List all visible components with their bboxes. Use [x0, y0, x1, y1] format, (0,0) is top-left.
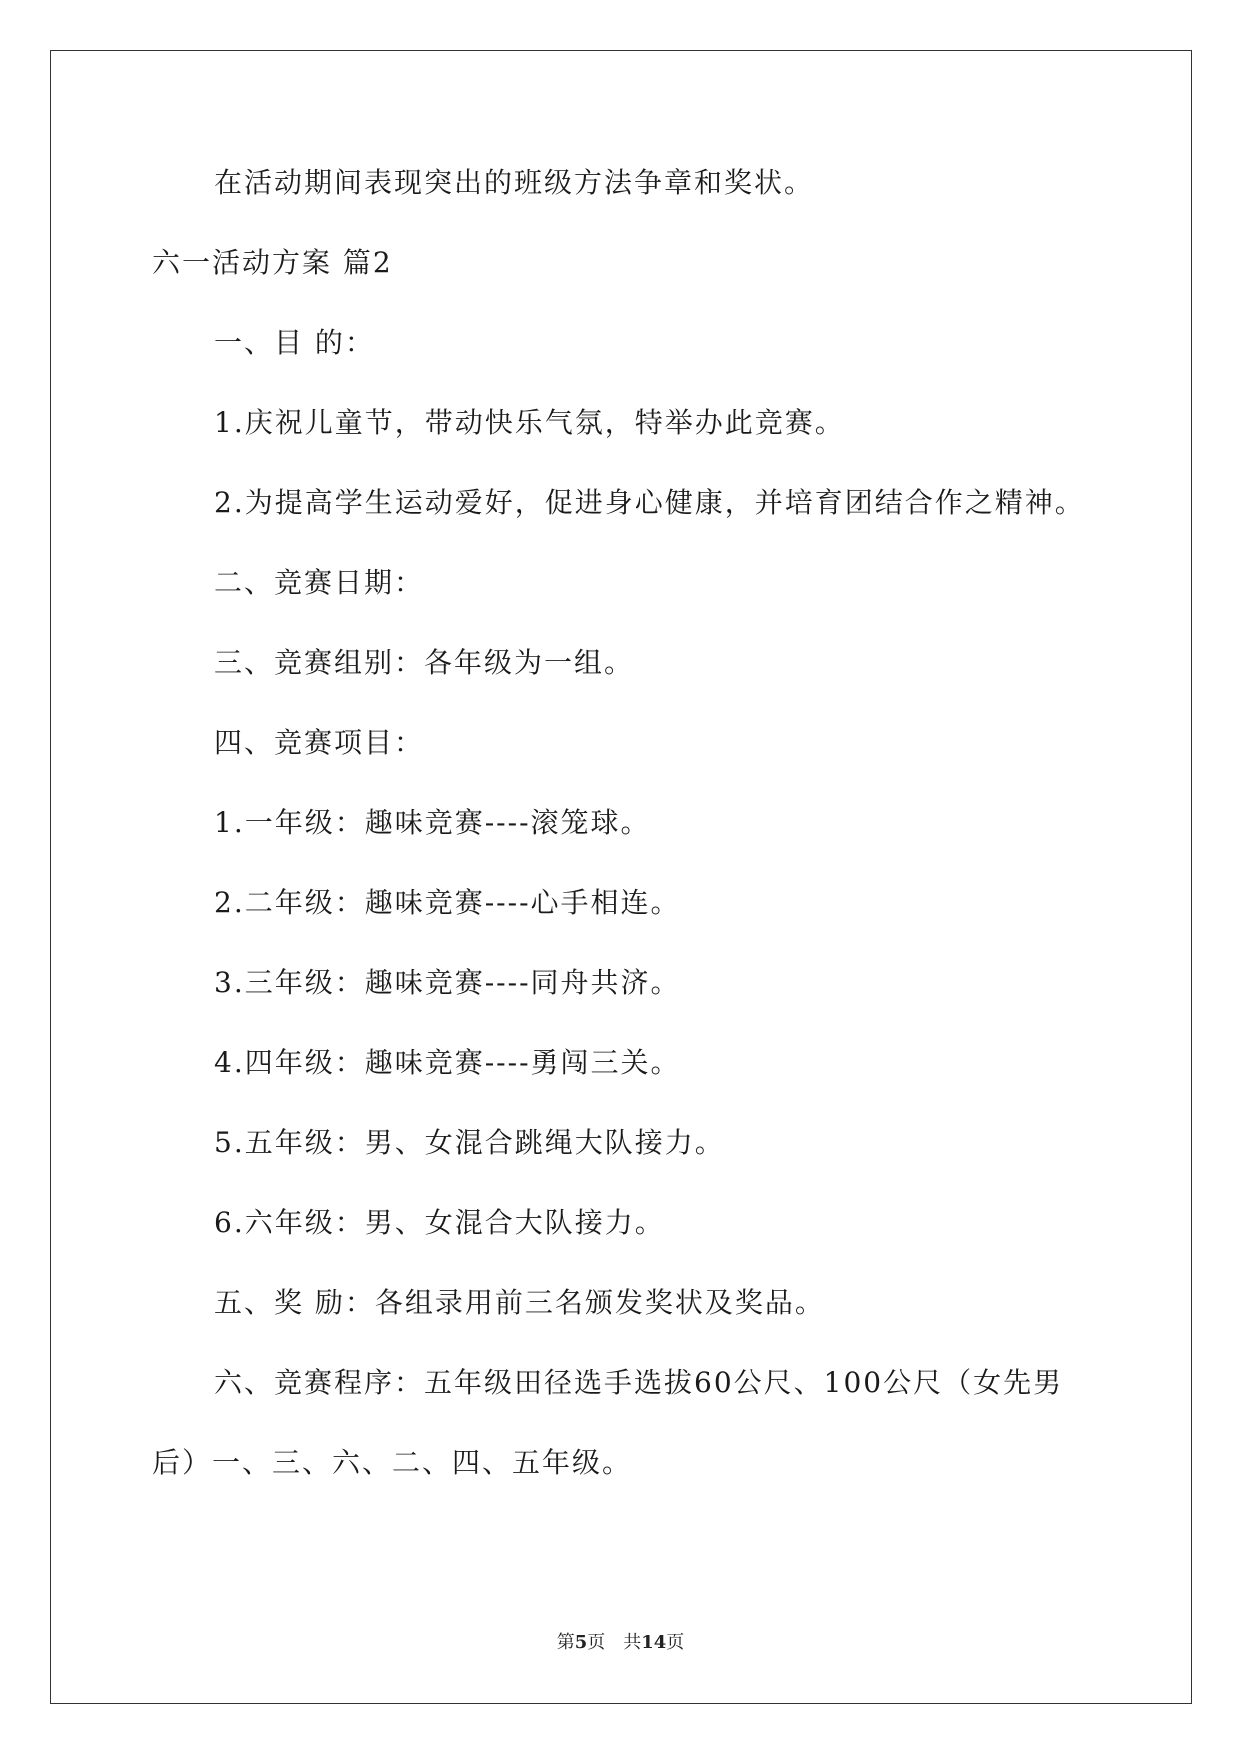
- page-number-suffix: 页: [587, 1632, 606, 1653]
- text-line: 二、竞赛日期：: [214, 566, 425, 599]
- total-page-count: 14: [641, 1632, 667, 1653]
- text-line: 2.二年级：趣味竞赛----心手相连。: [214, 886, 681, 919]
- text-line: 3.三年级：趣味竞赛----同舟共济。: [214, 966, 681, 999]
- text-line: 三、竞赛组别：各年级为一组。: [214, 646, 635, 679]
- text-line: 五、奖 励：各组录用前三名颁发奖状及奖品。: [214, 1286, 825, 1319]
- text-line: 4.四年级：趣味竞赛----勇闯三关。: [214, 1046, 681, 1079]
- text-line: 一、目 的：: [214, 326, 375, 359]
- text-line: 1.庆祝儿童节，带动快乐气氛，特举办此竞赛。: [214, 406, 845, 439]
- text-line: 四、竞赛项目：: [214, 726, 425, 759]
- total-pages-suffix: 页: [666, 1632, 685, 1653]
- section-heading: 六一活动方案 篇2: [152, 246, 393, 279]
- page-number-prefix: 第: [556, 1632, 575, 1653]
- text-line: 2.为提高学生运动爱好，促进身心健康，并培育团结合作之精神。: [214, 486, 1085, 519]
- text-line: 六、竞赛程序：五年级田径选手选拔60公尺、100公尺（女先男: [214, 1366, 1064, 1399]
- current-page-number: 5: [574, 1632, 588, 1653]
- total-pages-prefix: 共: [623, 1632, 642, 1653]
- text-line: 后）一、三、六、二、四、五年级。: [152, 1446, 633, 1479]
- page-footer: [0, 1632, 1241, 1654]
- text-line: 5.五年级：男、女混合跳绳大队接力。: [214, 1126, 725, 1159]
- text-line: 在活动期间表现突出的班级方法争章和奖状。: [214, 166, 815, 199]
- text-line: 6.六年级：男、女混合大队接力。: [214, 1206, 665, 1239]
- text-line: 1.一年级：趣味竞赛----滚笼球。: [214, 806, 651, 839]
